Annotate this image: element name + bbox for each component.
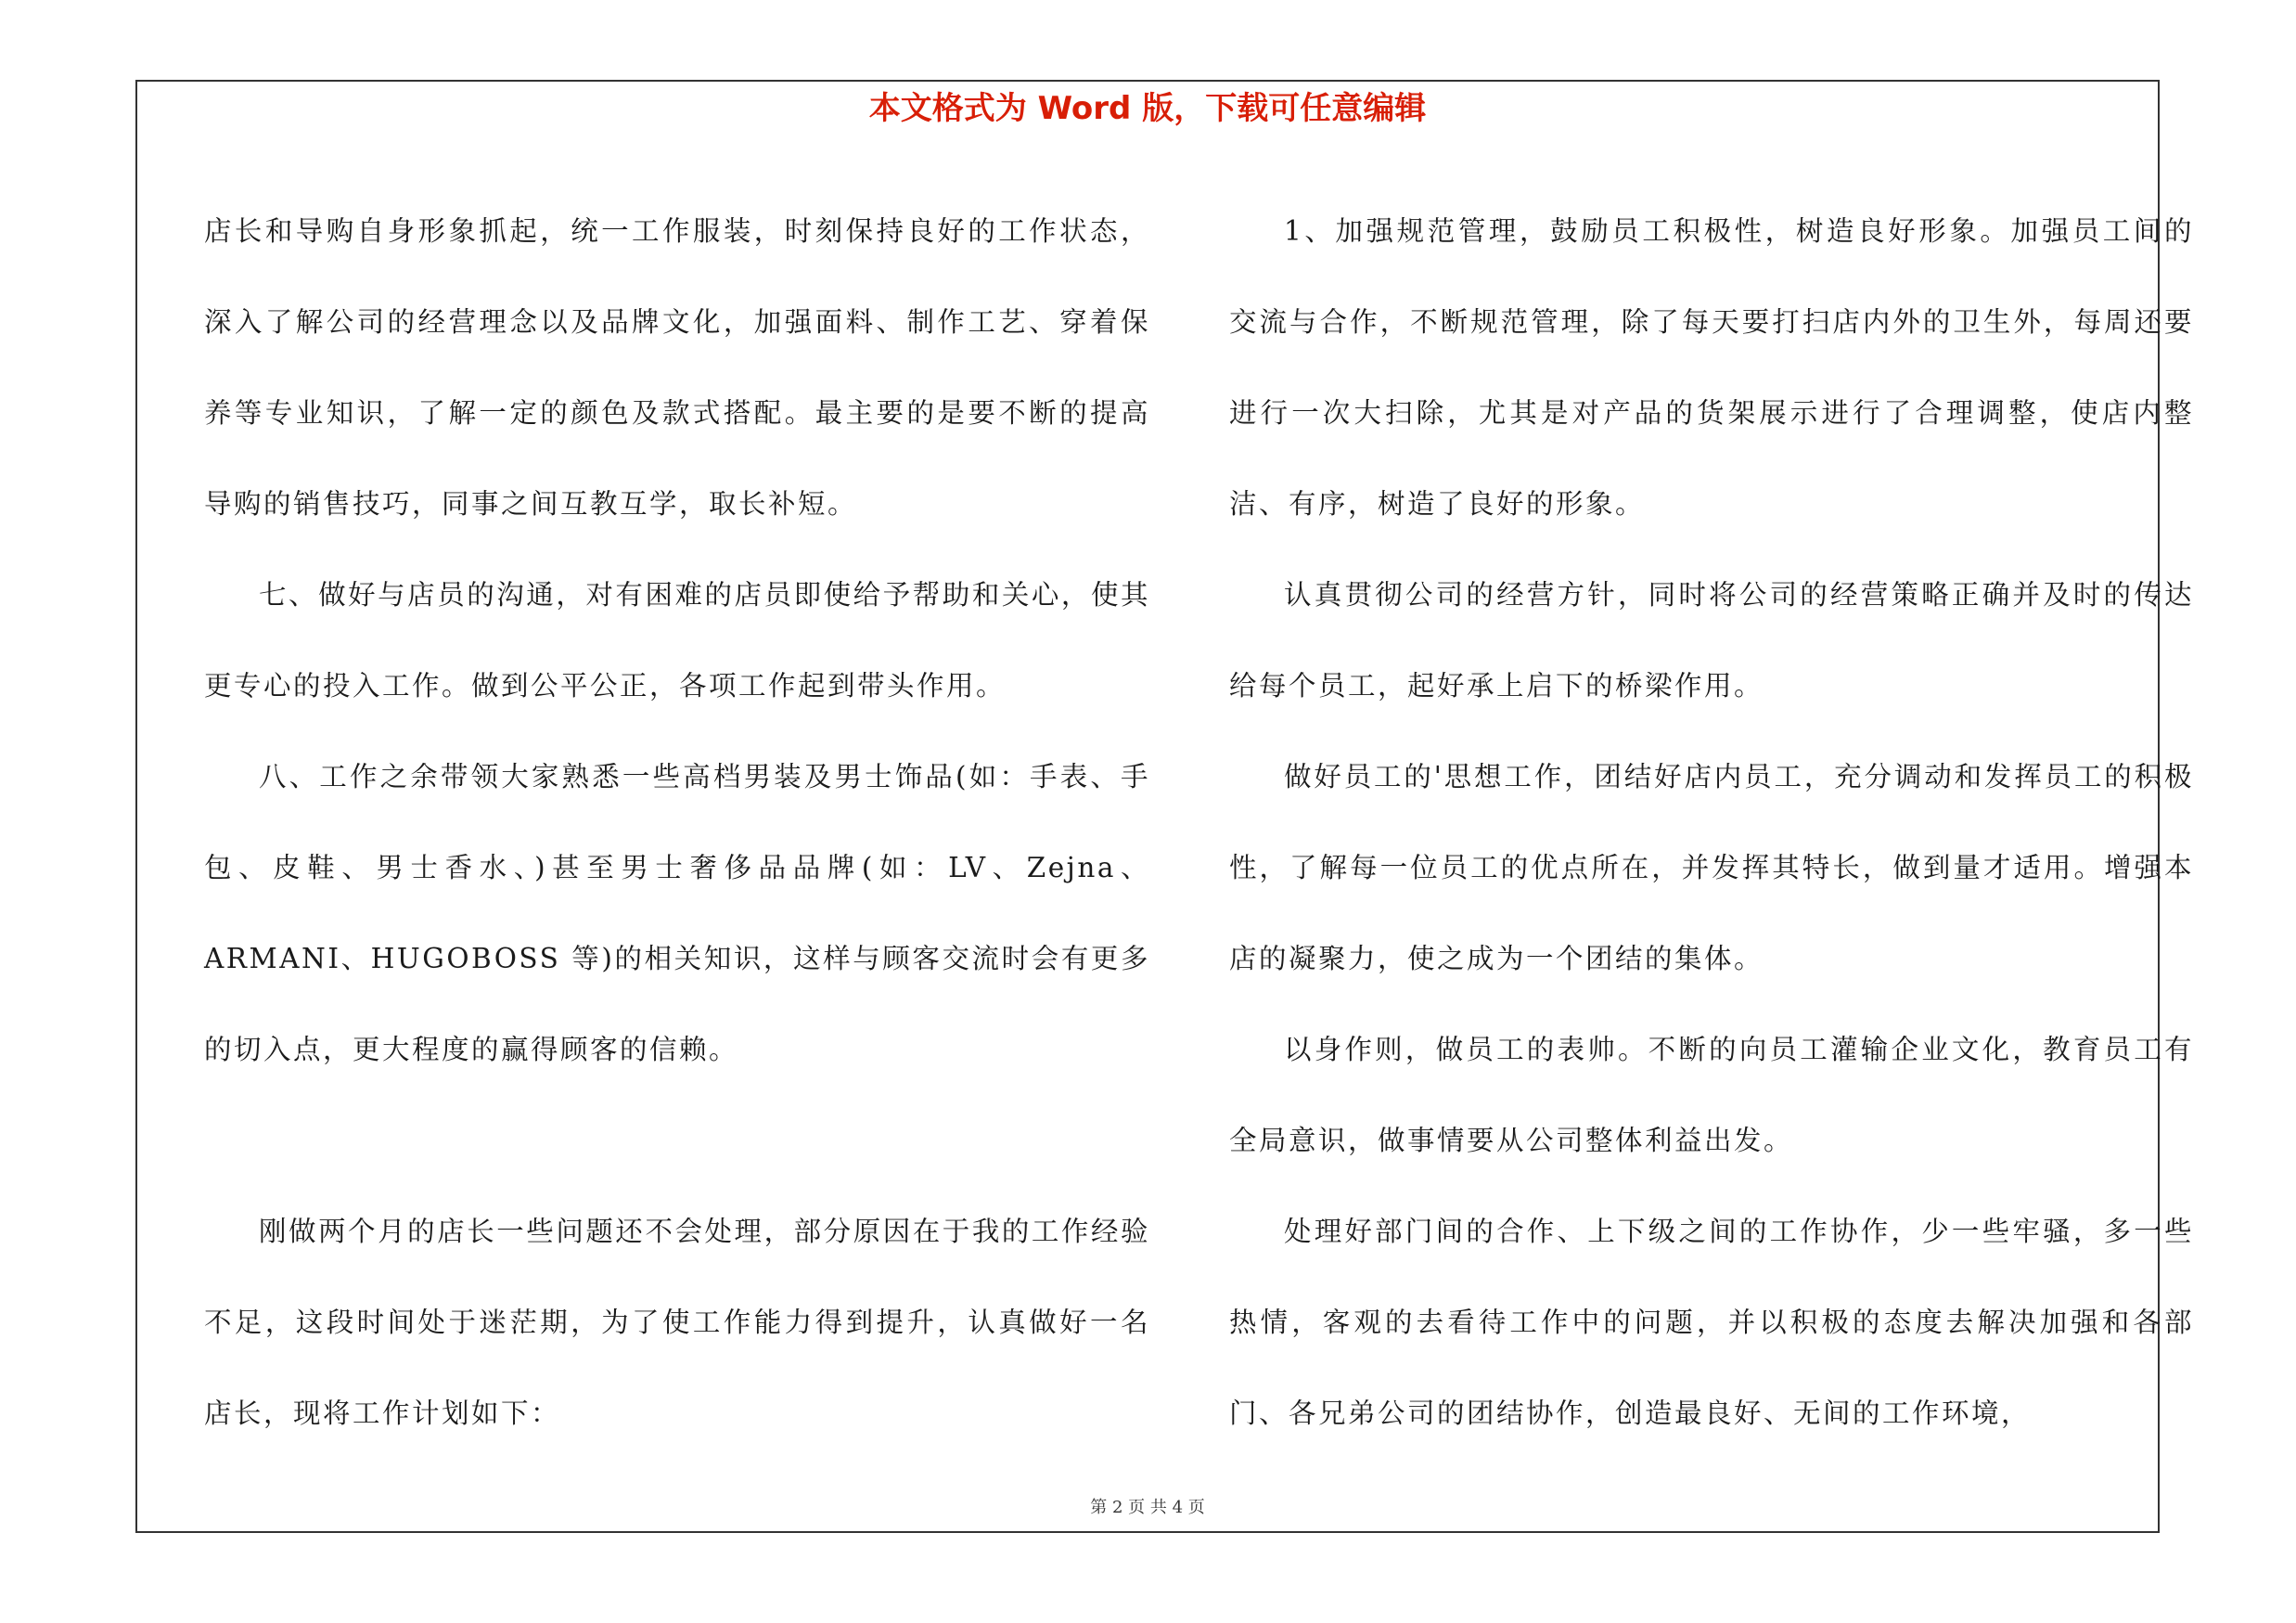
right-text-column xyxy=(1229,186,2194,1459)
paragraph: 以身作则，做员工的表帅。不断的向员工灌输企业文化，教育员工有全局意识，做事情要从公司整体利益出发。 xyxy=(1229,1034,2194,1156)
paragraph: 店长和导购自身形象抓起，统一工作服装，时刻保持良好的工作状态，深入了解公司的经营理念以及品牌文化，加强面料、制作工艺、穿着保养等专业知识，了解一定的颜色及款式搭配。最主要的是要不断的提高导购的销售技巧，同事之间互教互学，取长补短。 xyxy=(204,215,1150,520)
page-number-footer: 第 2 页 共 4 页 xyxy=(1090,1498,1205,1517)
paragraph: 做好员工的'思想工作，团结好店内员工，充分调动和发挥员工的积极性，了解每一位员工的优点所在，并发挥其特长，做到量才适用。增强本店的凝聚力，使之成为一个团结的集体。 xyxy=(1229,761,2194,974)
paragraph: 处理好部门间的合作、上下级之间的工作协作，少一些牢骚，多一些热情，客观的去看待工作中的问题，并以积极的态度去解决加强和各部门、各兄弟公司的团结协作，创造最良好、无间的工作环境， xyxy=(1229,1216,2194,1429)
paragraph: 1、加强规范管理，鼓励员工积极性，树造良好形象。加强员工间的交流与合作，不断规范管理，除了每天要打扫店内外的卫生外，每周还要进行一次大扫除，尤其是对产品的货架展示进行了合理调整，使店内整洁、有序，树造了良好的形象。 xyxy=(1229,215,2194,520)
paragraph: 八、工作之余带领大家熟悉一些高档男装及男士饰品(如：手表、手包、皮鞋、男士香水、)甚至男士奢侈品品牌(如：LV、Zejna、ARMANI、HUGOBOSS 等)的相关知识，这样与顾客交流时会有更多的切入点，更大程度的赢得顾客的信赖。 xyxy=(204,761,1150,1065)
left-text-column xyxy=(204,186,1150,1459)
format-notice-banner: 本文格式为 Word 版，下载可任意编辑 xyxy=(868,90,1427,127)
paragraph: 认真贯彻公司的经营方针，同时将公司的经营策略正确并及时的传达给每个员工，起好承上启下的桥梁作用。 xyxy=(1229,579,2194,702)
paragraph: 刚做两个月的店长一些问题还不会处理，部分原因在于我的工作经验不足，这段时间处于迷茫期，为了使工作能力得到提升，认真做好一名店长，现将工作计划如下： xyxy=(204,1216,1150,1429)
paragraph: 七、做好与店员的沟通，对有困难的店员即使给予帮助和关心，使其更专心的投入工作。做到公平公正，各项工作起到带头作用。 xyxy=(204,579,1150,702)
blank-line xyxy=(204,1095,1150,1186)
